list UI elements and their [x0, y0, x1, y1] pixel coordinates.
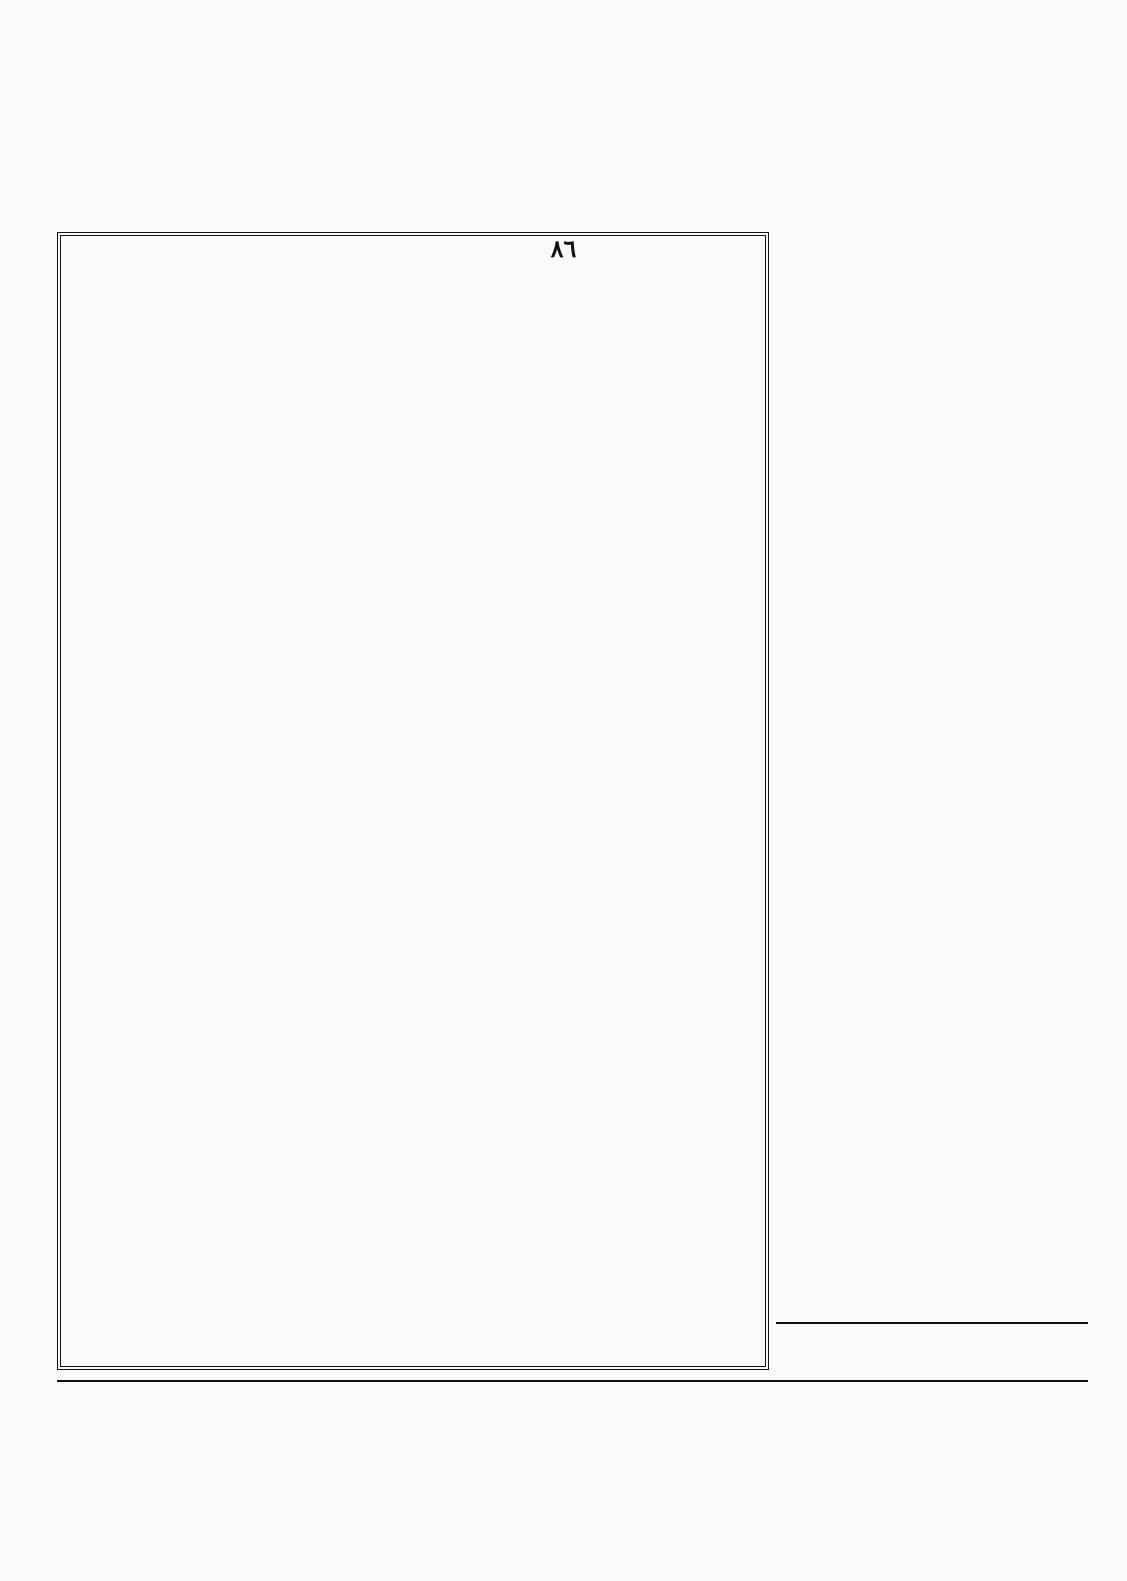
- margin-divider: [776, 1322, 1088, 1324]
- text-line-2: [60, 94, 1067, 128]
- main-text-frame: [57, 232, 769, 1370]
- text-line-3: [60, 134, 1067, 168]
- bottom-divider: [57, 1380, 1088, 1382]
- margin-commentary-column: [776, 232, 1088, 1370]
- text-line-1: [60, 54, 1067, 88]
- text-line-4: [60, 172, 1067, 206]
- bottom-text-block: [57, 1388, 1088, 1548]
- page-number: ٨٦: [550, 234, 577, 263]
